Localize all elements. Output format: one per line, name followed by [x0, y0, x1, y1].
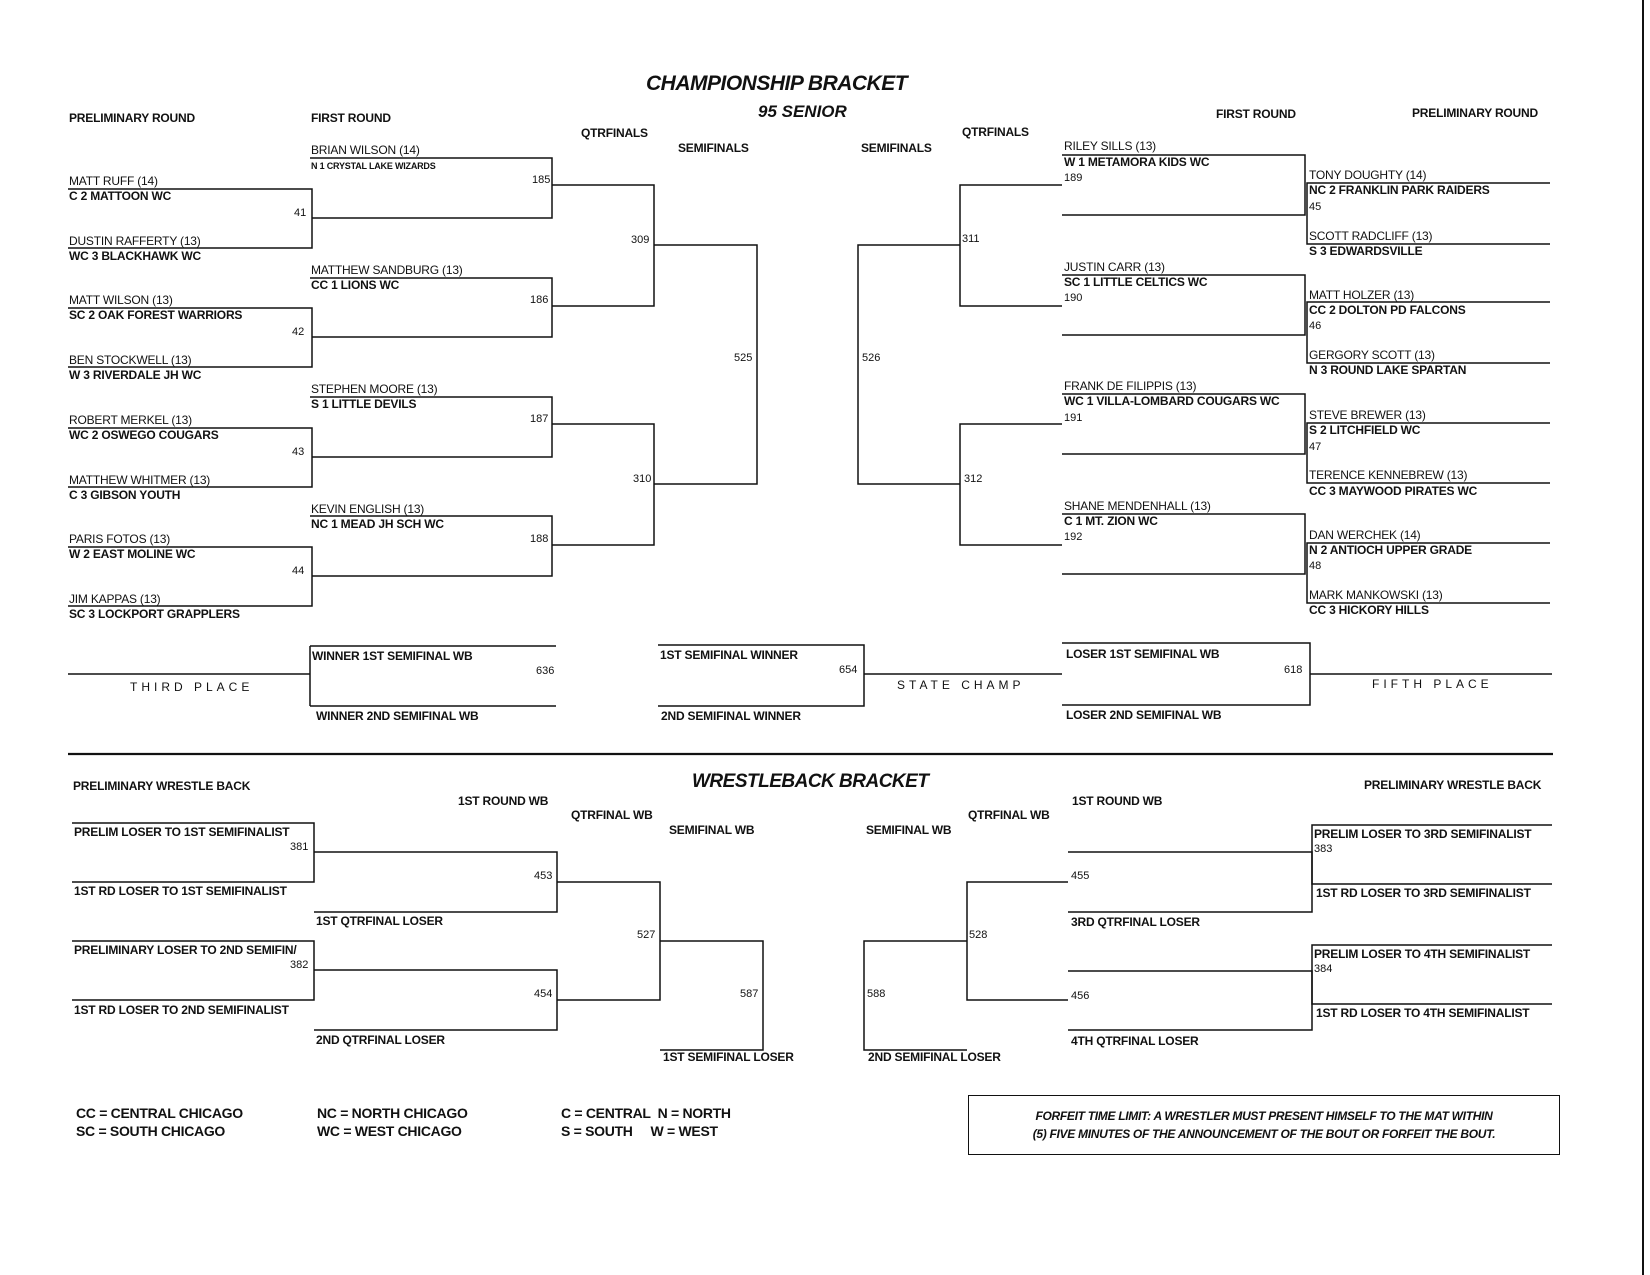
left-first-club: CC 1 LIONS WC: [311, 278, 400, 292]
wb-left-slot: 1ST RD LOSER TO 2ND SEMIFINALIST: [74, 1003, 289, 1017]
bout-number: 310: [633, 473, 652, 485]
header-qtrfinals-right: QTRFINALS: [962, 125, 1029, 139]
right-first-club: WC 1 VILLA-LOMBARD COUGARS WC: [1064, 394, 1280, 408]
left-first-club: NC 1 MEAD JH SCH WC: [311, 517, 444, 531]
forfeit-note-box: [968, 1095, 1560, 1155]
right-first-name: SHANE MENDENHALL (13): [1064, 499, 1211, 513]
header-semifinals-left: SEMIFINALS: [678, 141, 749, 155]
header-prelim-round-right: PRELIMINARY ROUND: [1412, 106, 1538, 120]
forfeit-note-line: (5) FIVE MINUTES OF THE ANNOUNCEMENT OF THE BOUT OR FORFEIT THE BOUT.: [1032, 1127, 1496, 1141]
left-prelim-club: SC 3 LOCKPORT GRAPPLERS: [69, 607, 240, 621]
bout-number: 384: [1314, 963, 1333, 975]
left-first-club: S 1 LITTLE DEVILS: [311, 397, 417, 411]
bout-number: 383: [1314, 843, 1333, 855]
right-prelim-club: N 3 ROUND LAKE SPARTAN: [1309, 363, 1467, 377]
left-first-name: KEVIN ENGLISH (13): [311, 502, 425, 516]
legend-nc: NC = NORTH CHICAGO: [317, 1105, 468, 1121]
bout-number: 636: [536, 665, 555, 677]
bout-number: 192: [1064, 531, 1083, 543]
bout-number: 41: [294, 207, 307, 219]
wb-right-qtr-loser: 3RD QTRFINAL LOSER: [1071, 915, 1200, 929]
left-prelim-name: MATTHEW WHITMER (13): [69, 473, 211, 487]
bout-number: 186: [530, 294, 549, 306]
left-prelim-name: PARIS FOTOS (13): [69, 532, 171, 546]
header-prelim-wb-right: PRELIMINARY WRESTLE BACK: [1364, 778, 1542, 792]
left-prelim-club: W 3 RIVERDALE JH WC: [69, 368, 202, 382]
bout-number: 456: [1071, 990, 1090, 1002]
left-first-name: MATTHEW SANDBURG (13): [311, 263, 463, 277]
wrestleback-title: WRESTLEBACK BRACKET: [692, 771, 929, 792]
bout-number: 525: [734, 352, 753, 364]
wb-left-semi-loser: 1ST SEMIFINAL LOSER: [663, 1050, 794, 1064]
right-prelim-club: S 3 EDWARDSVILLE: [1309, 244, 1423, 258]
fifth-place-top-slot: LOSER 1ST SEMIFINAL WB: [1066, 647, 1220, 661]
right-prelim-club: NC 2 FRANKLIN PARK RAIDERS: [1309, 183, 1490, 197]
wb-right-slot: PRELIM LOSER TO 4TH SEMIFINALIST: [1314, 947, 1531, 961]
bout-number: 44: [292, 565, 305, 577]
bout-number: 527: [637, 929, 656, 941]
bout-number: 381: [290, 841, 309, 853]
left-prelim-name: JIM KAPPAS (13): [69, 592, 161, 606]
legend-south-west: S = SOUTH W = WEST: [561, 1123, 718, 1139]
division-subtitle: 95 SENIOR: [758, 102, 847, 121]
left-prelim-club: C 2 MATTOON WC: [69, 189, 172, 203]
champ-top-slot: 1ST SEMIFINAL WINNER: [660, 648, 798, 662]
header-prelim-wb-left: PRELIMINARY WRESTLE BACK: [73, 779, 251, 793]
wb-left-qtr-loser: 1ST QTRFINAL LOSER: [316, 914, 443, 928]
bout-number: 191: [1064, 412, 1083, 424]
state-champ-label: STATE CHAMP: [897, 678, 1025, 692]
wb-right-slot: PRELIM LOSER TO 3RD SEMIFINALIST: [1314, 827, 1532, 841]
bout-number: 190: [1064, 292, 1083, 304]
right-prelim-name: GERGORY SCOTT (13): [1309, 348, 1435, 362]
wb-right-qtr-loser: 4TH QTRFINAL LOSER: [1071, 1034, 1199, 1048]
bout-number: 455: [1071, 870, 1090, 882]
left-prelim-name: MATT RUFF (14): [69, 174, 158, 188]
bout-number: 309: [631, 234, 650, 246]
right-prelim-name: TONY DOUGHTY (14): [1309, 168, 1427, 182]
bout-number: 187: [530, 413, 549, 425]
bout-number: 188: [530, 533, 549, 545]
header-semifinal-wb-left: SEMIFINAL WB: [669, 823, 755, 837]
legend-cc: CC = CENTRAL CHICAGO: [76, 1105, 243, 1121]
bout-number: 382: [290, 959, 309, 971]
right-prelim-name: MATT HOLZER (13): [1309, 288, 1415, 302]
right-prelim-club: CC 3 MAYWOOD PIRATES WC: [1309, 484, 1478, 498]
left-prelim-name: DUSTIN RAFFERTY (13): [69, 234, 201, 248]
left-prelim-club: W 2 EAST MOLINE WC: [69, 547, 196, 561]
header-first-round-wb-left: 1ST ROUND WB: [458, 794, 549, 808]
bout-number: 311: [962, 233, 980, 245]
wb-left-slot: PRELIMINARY LOSER TO 2ND SEMIFIN/: [74, 944, 297, 957]
bout-number: 43: [292, 446, 305, 458]
bout-number: 46: [1309, 320, 1322, 332]
right-prelim-name: STEVE BREWER (13): [1309, 408, 1426, 422]
legend-central-north: C = CENTRAL N = NORTH: [561, 1105, 731, 1121]
left-prelim-club: SC 2 OAK FOREST WARRIORS: [69, 308, 243, 322]
left-prelim-name: MATT WILSON (13): [69, 293, 173, 307]
bout-number: 654: [839, 664, 858, 676]
right-prelim-name: TERENCE KENNEBREW (13): [1309, 468, 1468, 482]
header-qtrfinal-wb-left: QTRFINAL WB: [571, 808, 653, 822]
legend-sc: SC = SOUTH CHICAGO: [76, 1123, 226, 1139]
header-first-round-right: FIRST ROUND: [1216, 107, 1296, 121]
right-first-name: RILEY SILLS (13): [1064, 139, 1156, 153]
right-prelim-club: CC 3 HICKORY HILLS: [1309, 603, 1429, 617]
bout-number: 45: [1309, 201, 1322, 213]
left-prelim-club: WC 2 OSWEGO COUGARS: [69, 428, 219, 442]
wb-left-slot: PRELIM LOSER TO 1ST SEMIFINALIST: [74, 825, 290, 839]
header-qtrfinal-wb-right: QTRFINAL WB: [968, 808, 1050, 822]
wb-left-slot: 1ST RD LOSER TO 1ST SEMIFINALIST: [74, 884, 287, 898]
header-semifinal-wb-right: SEMIFINAL WB: [866, 823, 952, 837]
right-first-club: W 1 METAMORA KIDS WC: [1064, 155, 1210, 169]
bout-number: 42: [292, 326, 305, 338]
left-first-name: BRIAN WILSON (14): [311, 143, 420, 157]
header-qtrfinals-left: QTRFINALS: [581, 126, 648, 140]
bout-number: 453: [534, 870, 553, 882]
bout-number: 528: [969, 929, 988, 941]
header-first-round-left: FIRST ROUND: [311, 111, 391, 125]
header-first-round-wb-right: 1ST ROUND WB: [1072, 794, 1163, 808]
header-semifinals-right: SEMIFINALS: [861, 141, 932, 155]
bout-number: 48: [1309, 560, 1322, 572]
right-prelim-name: MARK MANKOWSKI (13): [1309, 588, 1443, 602]
right-prelim-club: CC 2 DOLTON PD FALCONS: [1309, 303, 1466, 317]
champ-bottom-slot: 2ND SEMIFINAL WINNER: [661, 709, 801, 723]
wb-right-slot: 1ST RD LOSER TO 3RD SEMIFINALIST: [1316, 886, 1531, 900]
bracket-title: CHAMPIONSHIP BRACKET: [646, 72, 908, 95]
bout-number: 526: [862, 352, 881, 364]
forfeit-note-line: FORFEIT TIME LIMIT: A WRESTLER MUST PRESENT HIMSELF TO THE MAT WITHIN: [1035, 1109, 1493, 1123]
right-prelim-club: N 2 ANTIOCH UPPER GRADE: [1309, 543, 1472, 557]
third-place-top-slot: WINNER 1ST SEMIFINAL WB: [312, 649, 473, 663]
left-first-club: N 1 CRYSTAL LAKE WIZARDS: [311, 161, 436, 171]
right-prelim-club: S 2 LITCHFIELD WC: [1309, 423, 1421, 437]
wb-right-semi-loser: 2ND SEMIFINAL LOSER: [868, 1050, 1001, 1064]
left-prelim-club: C 3 GIBSON YOUTH: [69, 488, 181, 502]
header-prelim-round-left: PRELIMINARY ROUND: [69, 111, 195, 125]
bout-number: 587: [740, 988, 759, 1000]
right-first-club: SC 1 LITTLE CELTICS WC: [1064, 275, 1208, 289]
bout-number: 185: [532, 174, 551, 186]
bout-number: 618: [1284, 664, 1303, 676]
left-first-name: STEPHEN MOORE (13): [311, 382, 438, 396]
right-prelim-name: DAN WERCHEK (14): [1309, 528, 1421, 542]
fifth-place-label: FIFTH PLACE: [1372, 677, 1493, 691]
bout-number: 588: [867, 988, 886, 1000]
wb-right-slot: 1ST RD LOSER TO 4TH SEMIFINALIST: [1316, 1006, 1530, 1020]
left-prelim-name: ROBERT MERKEL (13): [69, 413, 192, 427]
bout-number: 312: [964, 473, 983, 485]
left-prelim-club: WC 3 BLACKHAWK WC: [69, 249, 201, 263]
wb-left-qtr-loser: 2ND QTRFINAL LOSER: [316, 1033, 445, 1047]
third-place-bottom-slot: WINNER 2ND SEMIFINAL WB: [316, 709, 479, 723]
bout-number: 189: [1064, 172, 1083, 184]
right-prelim-name: SCOTT RADCLIFF (13): [1309, 229, 1433, 243]
third-place-label: THIRD PLACE: [130, 680, 254, 694]
left-prelim-name: BEN STOCKWELL (13): [69, 353, 192, 367]
fifth-place-bottom-slot: LOSER 2ND SEMIFINAL WB: [1066, 708, 1222, 722]
bout-number: 454: [534, 988, 553, 1000]
bout-number: 47: [1309, 441, 1322, 453]
right-first-club: C 1 MT. ZION WC: [1064, 514, 1158, 528]
legend-wc: WC = WEST CHICAGO: [317, 1123, 462, 1139]
right-first-name: JUSTIN CARR (13): [1064, 260, 1165, 274]
right-first-name: FRANK DE FILIPPIS (13): [1064, 379, 1197, 393]
